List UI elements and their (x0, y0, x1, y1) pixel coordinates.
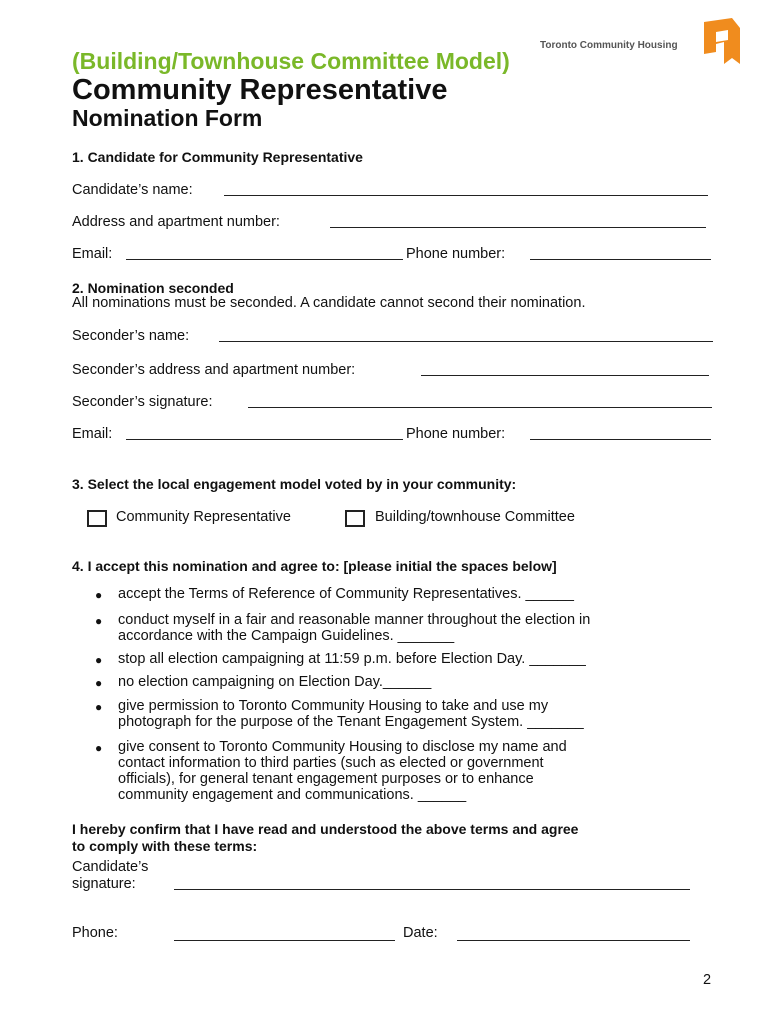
seconder-name-label: Seconder’s name: (72, 328, 190, 344)
seconder-phone-label: Phone number: (406, 426, 506, 442)
term-item-continued: accordance with the Campaign Guidelines. _______ (118, 628, 455, 644)
confirm-phone-label: Phone: (72, 925, 118, 941)
seconder-phone-field[interactable] (530, 439, 711, 440)
form-subtitle: (Building/Townhouse Committee Model) (72, 48, 510, 74)
candidate-signature-label-2: signature: (72, 876, 136, 892)
seconder-signature-field[interactable] (248, 407, 712, 408)
term-item-continued: contact information to third parties (such as elected or government (118, 755, 544, 771)
term-item: stop all election campaigning at 11:59 p.m. before Election Day. _______ (118, 651, 586, 667)
candidate-name-label: Candidate’s name: (72, 182, 193, 198)
confirm-phone-field[interactable] (174, 940, 395, 941)
term-item: give permission to Toronto Community Housing to take and use my (118, 698, 549, 714)
term-item: conduct myself in a fair and reasonable manner throughout the election in (118, 612, 591, 628)
page-number: 2 (703, 972, 712, 988)
section-4-heading: 4. I accept this nomination and agree to: [please initial the spaces below] (72, 558, 557, 574)
form-title: Community Representative (72, 74, 448, 106)
bullet-icon: ● (95, 588, 103, 602)
building-committee-checkbox[interactable] (345, 510, 365, 527)
form-title-2: Nomination Form (72, 105, 263, 131)
term-item-continued: community engagement and communications. ______ (118, 787, 467, 803)
seconder-email-label: Email: (72, 426, 113, 442)
phone-label: Phone number: (406, 246, 506, 262)
term-item-continued: photograph for the purpose of the Tenant Engagement System. _______ (118, 714, 584, 730)
bullet-icon: ● (95, 614, 103, 628)
term-item: give consent to Toronto Community Housing to disclose my name and (118, 739, 567, 755)
confirm-line-1: I hereby confirm that I have read and understood the above terms and agree (72, 821, 579, 837)
bullet-icon: ● (95, 741, 103, 755)
seconder-name-field[interactable] (219, 341, 713, 342)
candidate-signature-label: Candidate’s (72, 859, 149, 875)
section-3-heading: 3. Select the local engagement model voted by in your community: (72, 476, 517, 492)
candidate-signature-field[interactable] (174, 889, 690, 890)
community-representative-checkbox[interactable] (87, 510, 107, 527)
confirm-date-label: Date: (403, 925, 438, 941)
term-item: no election campaigning on Election Day.______ (118, 674, 432, 690)
tch-logo-icon (702, 18, 742, 68)
term-item: accept the Terms of Reference of Community Representatives. ______ (118, 586, 574, 602)
bullet-icon: ● (95, 700, 103, 714)
bullet-icon: ● (95, 653, 103, 667)
confirm-date-field[interactable] (457, 940, 690, 941)
bullet-icon: ● (95, 676, 103, 690)
term-item-continued: officials), for general tenant engagement purposes or to enhance (118, 771, 534, 787)
address-field[interactable] (330, 227, 706, 228)
address-label: Address and apartment number: (72, 214, 280, 230)
brand-name: Toronto Community Housing (540, 40, 678, 51)
seconder-signature-label: Seconder’s signature: (72, 394, 213, 410)
option-community-representative: Community Representative (116, 509, 291, 525)
seconder-email-field[interactable] (126, 439, 403, 440)
phone-field[interactable] (530, 259, 711, 260)
section-2-note: All nominations must be seconded. A candidate cannot second their nomination. (72, 295, 586, 311)
email-label: Email: (72, 246, 113, 262)
confirm-line-2: to comply with these terms: (72, 838, 258, 854)
seconder-address-label: Seconder’s address and apartment number: (72, 362, 356, 378)
section-2-heading: 2. Nomination seconded (72, 280, 234, 296)
email-field[interactable] (126, 259, 403, 260)
option-building-committee: Building/townhouse Committee (375, 509, 575, 525)
seconder-address-field[interactable] (421, 375, 709, 376)
section-1-heading: 1. Candidate for Community Representative (72, 149, 363, 165)
candidate-name-field[interactable] (224, 195, 708, 196)
